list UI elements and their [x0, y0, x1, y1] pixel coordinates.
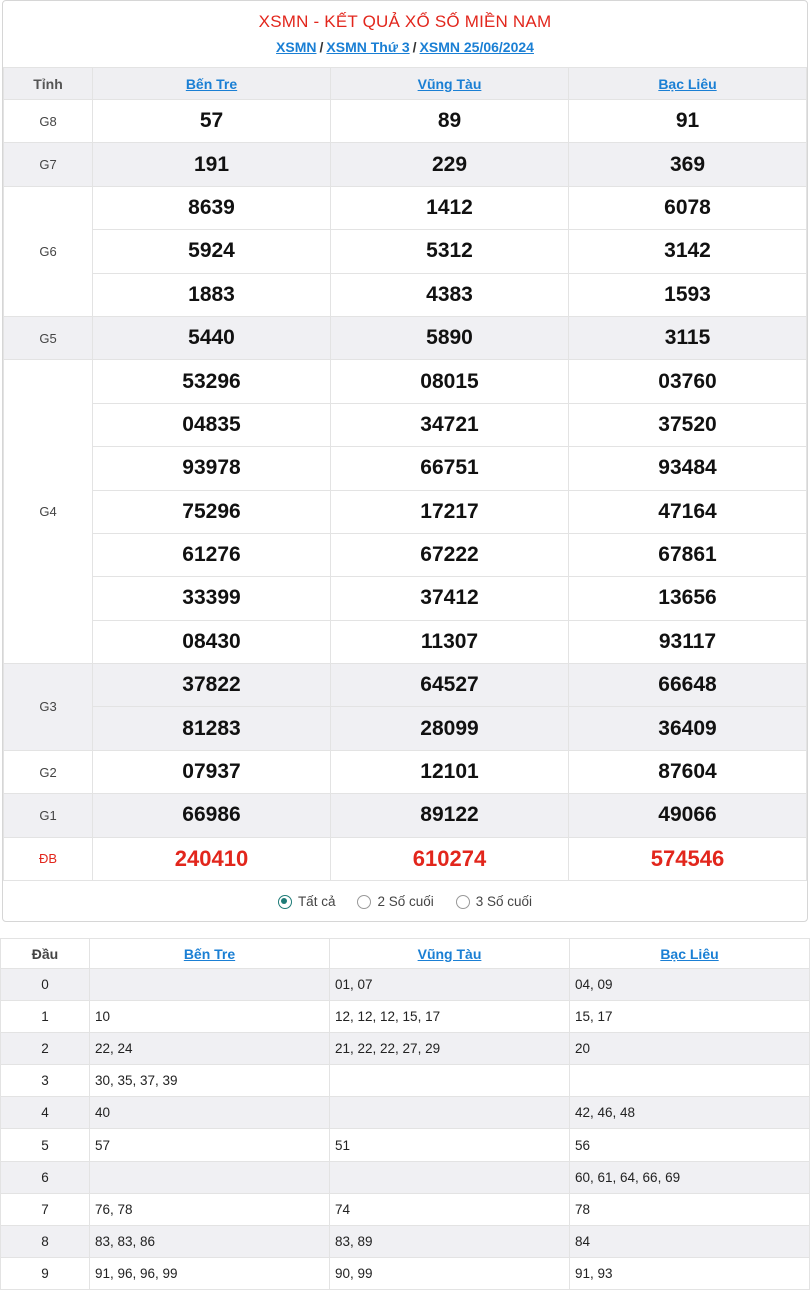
prize-number: 91 — [569, 100, 807, 143]
filter-option-label: 3 Số cuối — [475, 894, 533, 910]
filter-option-all[interactable] — [278, 894, 336, 909]
prize-row — [4, 100, 807, 143]
results-table — [3, 67, 807, 881]
prize-row — [4, 273, 807, 316]
dau-digit: 2 — [1, 1033, 90, 1065]
page-title: XSMN - KẾT QUẢ XỔ SỐ MIỀN NAM — [258, 12, 552, 31]
prize-number: 66751 — [331, 447, 569, 490]
province-header — [90, 939, 330, 969]
loto-values — [330, 1161, 570, 1193]
filter-option-last-2[interactable] — [357, 894, 433, 909]
prize-number: 1412 — [331, 186, 569, 229]
breadcrumb-link-date[interactable]: XSMN 25/06/2024 — [419, 39, 534, 55]
loto-values: 22, 24 — [90, 1033, 330, 1065]
prize-number: 89 — [331, 100, 569, 143]
loto-values — [90, 969, 330, 1001]
loto-values: 76, 78 — [90, 1193, 330, 1225]
prize-number: 66648 — [569, 664, 807, 707]
prize-number: 53296 — [93, 360, 331, 403]
prize-number: 64527 — [331, 664, 569, 707]
prize-number: 08015 — [331, 360, 569, 403]
province-header — [570, 939, 810, 969]
prize-number: 3115 — [569, 316, 807, 359]
prize-row — [4, 664, 807, 707]
prize-row — [4, 707, 807, 750]
prize-number: 12101 — [331, 750, 569, 793]
prize-number: 3142 — [569, 230, 807, 273]
results-header — [3, 1, 807, 67]
prize-row — [4, 316, 807, 359]
loto-values: 90, 99 — [330, 1257, 570, 1289]
prize-number: 4383 — [331, 273, 569, 316]
prize-number: 5890 — [331, 316, 569, 359]
loto-values: 12, 12, 12, 15, 17 — [330, 1001, 570, 1033]
loto-row — [1, 1193, 810, 1225]
prize-label: ĐB — [4, 837, 93, 880]
prize-number: 37822 — [93, 664, 331, 707]
province-header — [569, 68, 807, 100]
prize-number: 57 — [93, 100, 331, 143]
prize-number: 11307 — [331, 620, 569, 663]
loto-province-link-ben-tre[interactable]: Bến Tre — [183, 945, 236, 962]
prize-number: 8639 — [93, 186, 331, 229]
loto-values: 40 — [90, 1097, 330, 1129]
prize-number: 81283 — [93, 707, 331, 750]
prize-number: 47164 — [569, 490, 807, 533]
province-header — [330, 939, 570, 969]
dau-digit: 6 — [1, 1161, 90, 1193]
loto-row — [1, 1001, 810, 1033]
prize-number: 1883 — [93, 273, 331, 316]
loto-row — [1, 1161, 810, 1193]
prize-number: 240410 — [93, 837, 331, 880]
loto-values: 15, 17 — [570, 1001, 810, 1033]
prize-number: 574546 — [569, 837, 807, 880]
dau-digit: 7 — [1, 1193, 90, 1225]
prize-label: G3 — [4, 664, 93, 751]
prize-number: 33399 — [93, 577, 331, 620]
loto-values: 21, 22, 22, 27, 29 — [330, 1033, 570, 1065]
loto-values: 01, 07 — [330, 969, 570, 1001]
province-link-bac-lieu[interactable]: Bạc Liêu — [658, 75, 717, 92]
prize-row — [4, 490, 807, 533]
loto-values: 84 — [570, 1225, 810, 1257]
dau-digit: 0 — [1, 969, 90, 1001]
prize-label: G1 — [4, 794, 93, 837]
loto-values — [330, 1065, 570, 1097]
prize-number: 1593 — [569, 273, 807, 316]
radio-selected-icon[interactable] — [278, 895, 292, 909]
loto-province-link-bac-lieu[interactable]: Bạc Liêu — [660, 945, 719, 962]
prize-label: G4 — [4, 360, 93, 664]
prize-label: G7 — [4, 143, 93, 186]
loto-values: 83, 83, 86 — [90, 1225, 330, 1257]
loto-values: 91, 93 — [570, 1257, 810, 1289]
prize-label: G8 — [4, 100, 93, 143]
prize-number: 08430 — [93, 620, 331, 663]
prize-number: 610274 — [331, 837, 569, 880]
filter-option-label: Tất cả — [297, 894, 336, 910]
dau-digit: 5 — [1, 1129, 90, 1161]
loto-values: 30, 35, 37, 39 — [90, 1065, 330, 1097]
loto-values: 51 — [330, 1129, 570, 1161]
digit-filter — [3, 881, 807, 922]
loto-values: 60, 61, 64, 66, 69 — [570, 1161, 810, 1193]
results-header-row — [4, 68, 807, 100]
province-link-vung-tau[interactable]: Vũng Tàu — [417, 75, 482, 92]
prize-number: 93484 — [569, 447, 807, 490]
prize-number: 66986 — [93, 794, 331, 837]
loto-values: 04, 09 — [570, 969, 810, 1001]
loto-row — [1, 1257, 810, 1289]
prize-row — [4, 750, 807, 793]
prize-row — [4, 230, 807, 273]
prize-label: G5 — [4, 316, 93, 359]
prize-number: 6078 — [569, 186, 807, 229]
prize-row — [4, 794, 807, 837]
prize-number: 07937 — [93, 750, 331, 793]
province-column-header: Tỉnh — [4, 68, 93, 100]
province-link-ben-tre[interactable]: Bến Tre — [185, 75, 238, 92]
loto-row — [1, 1065, 810, 1097]
prize-number: 37520 — [569, 403, 807, 446]
breadcrumb-link-xsmn[interactable]: XSMN — [276, 39, 317, 55]
prize-number: 61276 — [93, 533, 331, 576]
loto-row — [1, 1129, 810, 1161]
loto-values: 56 — [570, 1129, 810, 1161]
dau-digit: 9 — [1, 1257, 90, 1289]
filter-option-last-3[interactable] — [456, 894, 532, 909]
prize-number: 369 — [569, 143, 807, 186]
prize-number: 89122 — [331, 794, 569, 837]
prize-number: 75296 — [93, 490, 331, 533]
prize-row — [4, 360, 807, 403]
dau-digit: 1 — [1, 1001, 90, 1033]
prize-number: 03760 — [569, 360, 807, 403]
radio-icon[interactable] — [357, 895, 371, 909]
prize-number: 67222 — [331, 533, 569, 576]
dau-column-header: Đầu — [1, 939, 90, 969]
prize-number: 04835 — [93, 403, 331, 446]
loto-row — [1, 1225, 810, 1257]
loto-values — [570, 1065, 810, 1097]
prize-number: 5312 — [331, 230, 569, 273]
prize-row — [4, 533, 807, 576]
prize-row — [4, 837, 807, 880]
dau-digit: 3 — [1, 1065, 90, 1097]
loto-row — [1, 1033, 810, 1065]
prize-row — [4, 403, 807, 446]
prize-number: 93117 — [569, 620, 807, 663]
dau-digit: 4 — [1, 1097, 90, 1129]
prize-number: 34721 — [331, 403, 569, 446]
results-card — [2, 0, 808, 922]
breadcrumb-link-weekday[interactable]: XSMN Thứ 3 — [326, 39, 410, 55]
filter-option-label: 2 Số cuối — [377, 894, 434, 910]
prize-number: 17217 — [331, 490, 569, 533]
loto-values — [330, 1097, 570, 1129]
prize-row — [4, 577, 807, 620]
loto-values: 10 — [90, 1001, 330, 1033]
radio-icon[interactable] — [456, 895, 470, 909]
prize-number: 49066 — [569, 794, 807, 837]
dau-digit: 8 — [1, 1225, 90, 1257]
loto-table — [0, 938, 810, 1290]
loto-values: 57 — [90, 1129, 330, 1161]
prize-row — [4, 186, 807, 229]
loto-values: 20 — [570, 1033, 810, 1065]
prize-number: 37412 — [331, 577, 569, 620]
breadcrumb: XSMN / XSMN Thứ 3 / XSMN 25/06/2024 — [276, 39, 534, 55]
prize-number: 5924 — [93, 230, 331, 273]
prize-number: 13656 — [569, 577, 807, 620]
province-header — [93, 68, 331, 100]
prize-number: 5440 — [93, 316, 331, 359]
loto-header-row — [1, 939, 810, 969]
loto-values: 78 — [570, 1193, 810, 1225]
loto-values: 83, 89 — [330, 1225, 570, 1257]
prize-number: 67861 — [569, 533, 807, 576]
prize-row — [4, 447, 807, 490]
province-header — [331, 68, 569, 100]
loto-values: 91, 96, 96, 99 — [90, 1257, 330, 1289]
loto-values: 42, 46, 48 — [570, 1097, 810, 1129]
loto-row — [1, 969, 810, 1001]
loto-row — [1, 1097, 810, 1129]
prize-row — [4, 620, 807, 663]
prize-row — [4, 143, 807, 186]
prize-number: 93978 — [93, 447, 331, 490]
prize-number: 28099 — [331, 707, 569, 750]
prize-number: 36409 — [569, 707, 807, 750]
prize-number: 229 — [331, 143, 569, 186]
loto-values — [90, 1161, 330, 1193]
prize-label: G2 — [4, 750, 93, 793]
prize-number: 87604 — [569, 750, 807, 793]
loto-values: 74 — [330, 1193, 570, 1225]
prize-number: 191 — [93, 143, 331, 186]
prize-label: G6 — [4, 186, 93, 316]
loto-province-link-vung-tau[interactable]: Vũng Tàu — [417, 945, 482, 962]
